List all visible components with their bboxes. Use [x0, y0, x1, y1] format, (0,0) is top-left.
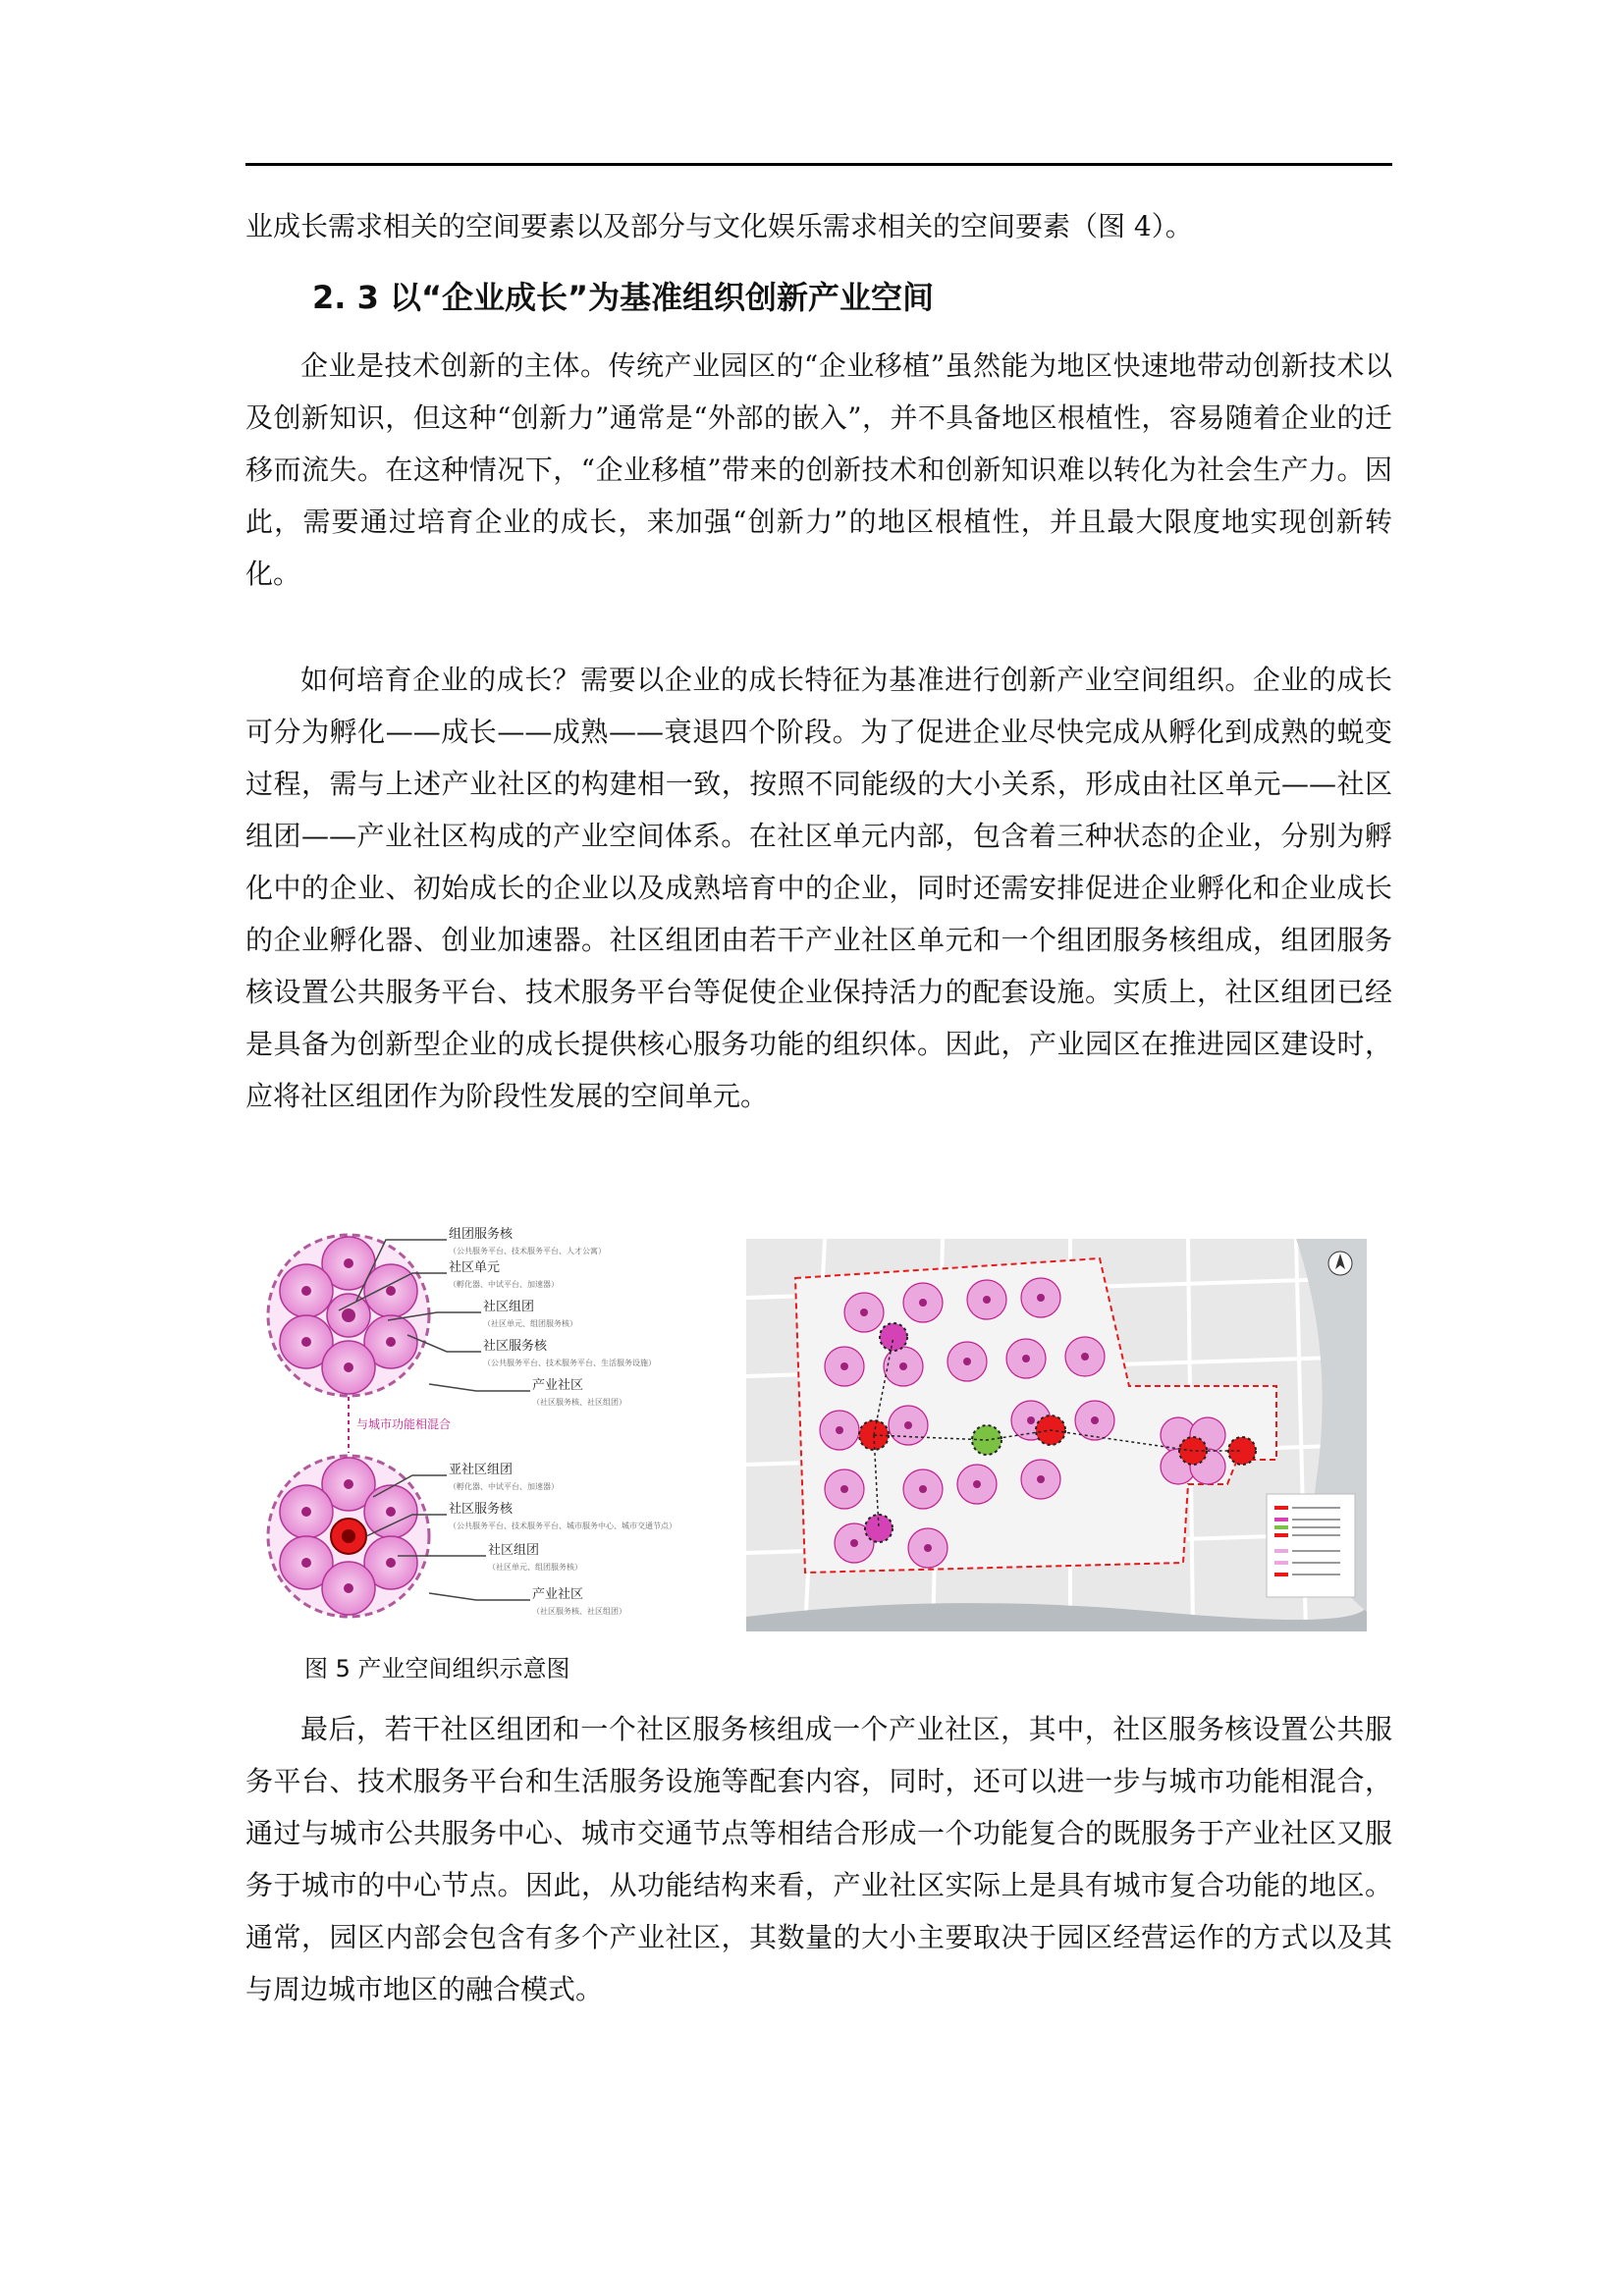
paragraph-continuation: 业成长需求相关的空间要素以及部分与文化娱乐需求相关的空间要素（图 4）。: [245, 210, 1193, 242]
paragraph-enterprise-growth: 如何培育企业的成长？需要以企业的成长特征为基准进行创新产业空间组织。企业的成长可分为孵化——成长——成熟——衰退四个阶段。为了促进企业尽快完成从孵化到成熟的蜕变过程，需与上述产业社区的构建相一致，按照不同能级的大小关系，形成由社区单元——社区组团——产业社区构成的产业空间体系。在社区单元内部，包含着三种状态的企业，分别为孵化中的企业、初始成长的企业以及成熟培育中的企业，同时还需安排促进企业孵化和企业成长的企业孵化器、创业加速器。社区组团由若干产业社区单元和一个组团服务核组成，组团服务核设置公共服务平台、技术服务平台等促使企业保持活力的配套设施。实质上，社区组团已经是具备为创新型企业的成长提供核心服务功能的组织体。因此，产业园区在推进园区建设时，应将社区组团作为阶段性发展的空间单元。: [245, 664, 1392, 1112]
svg-text:（公共服务平台、技术服务平台、生活服务设施）: （公共服务平台、技术服务平台、生活服务设施）: [483, 1359, 656, 1367]
figure-caption: 图 5 产业空间组织示意图: [304, 1655, 570, 1682]
north-arrow-icon: [1328, 1252, 1352, 1275]
svg-text:（孵化器、中试平台、加速器）: （孵化器、中试平台、加速器）: [449, 1482, 559, 1491]
svg-text:（孵化器、中试平台、加速器）: （孵化器、中试平台、加速器）: [449, 1280, 559, 1289]
svg-text:（公共服务平台、技术服务平台、人才公寓）: （公共服务平台、技术服务平台、人才公寓）: [449, 1247, 606, 1255]
svg-text:（社区服务核、社区组团）: （社区服务核、社区组团）: [532, 1398, 626, 1407]
structure-diagram: [250, 1222, 722, 1634]
label-sub-cluster: 亚社区组团: [449, 1463, 514, 1477]
label-community-unit: 社区单元: [449, 1260, 501, 1275]
label-city-mix: 与城市功能相混合: [356, 1417, 452, 1431]
label-community-service-core-2: 社区服务核: [449, 1502, 514, 1517]
label-community-cluster-2: 社区组团: [488, 1543, 540, 1558]
label-cluster-service-core: 组团服务核: [449, 1227, 514, 1242]
label-industrial-community-2: 产业社区: [532, 1587, 584, 1602]
paragraph-industrial-community: 最后，若干社区组团和一个社区服务核组成一个产业社区，其中，社区服务核设置公共服务平台、技术服务平台和生活服务设施等配套内容，同时，还可以进一步与城市功能相混合，通过与城市公共服务中心、城市交通节点等相结合形成一个功能复合的既服务于产业社区又服务于城市的中心节点。因此，从功能结构来看，产业社区实际上是具有城市复合功能的地区。通常，园区内部会包含有多个产业社区，其数量的大小主要取决于园区经营运作的方式以及其与周边城市地区的融合模式。: [245, 1713, 1392, 2005]
svg-text:（社区服务核、社区组团）: （社区服务核、社区组团）: [532, 1607, 626, 1616]
cluster-top: [268, 1235, 429, 1396]
svg-text:（社区单元、组团服务核）: （社区单元、组团服务核）: [488, 1563, 582, 1572]
paragraph-enterprise-innovation: 企业是技术创新的主体。传统产业园区的“企业移植”虽然能为地区快速地带动创新技术以及创新知识，但这种“创新力”通常是“外部的嵌入”，并不具备地区根植性，容易随着企业的迁移而流失。在这种情况下，“企业移植”带来的创新技术和创新知识难以转化为社会生产力。因此，需要通过培育企业的成长，来加强“创新力”的地区根植性，并且最大限度地实现创新转化。: [245, 349, 1392, 590]
header-rule: [245, 163, 1392, 166]
svg-text:（公共服务平台、技术服务平台、城市服务中心、城市交通节点）: （公共服务平台、技术服务平台、城市服务中心、城市交通节点）: [449, 1522, 677, 1530]
section-heading: 2. 3 以“企业成长”为基准组织创新产业空间: [312, 279, 935, 316]
label-community-service-core: 社区服务核: [483, 1339, 548, 1354]
svg-text:（社区单元、组团服务核）: （社区单元、组团服务核）: [483, 1319, 577, 1328]
label-industrial-community: 产业社区: [532, 1378, 584, 1393]
label-community-cluster: 社区组团: [483, 1300, 535, 1314]
site-plan-map: [746, 1239, 1367, 1631]
